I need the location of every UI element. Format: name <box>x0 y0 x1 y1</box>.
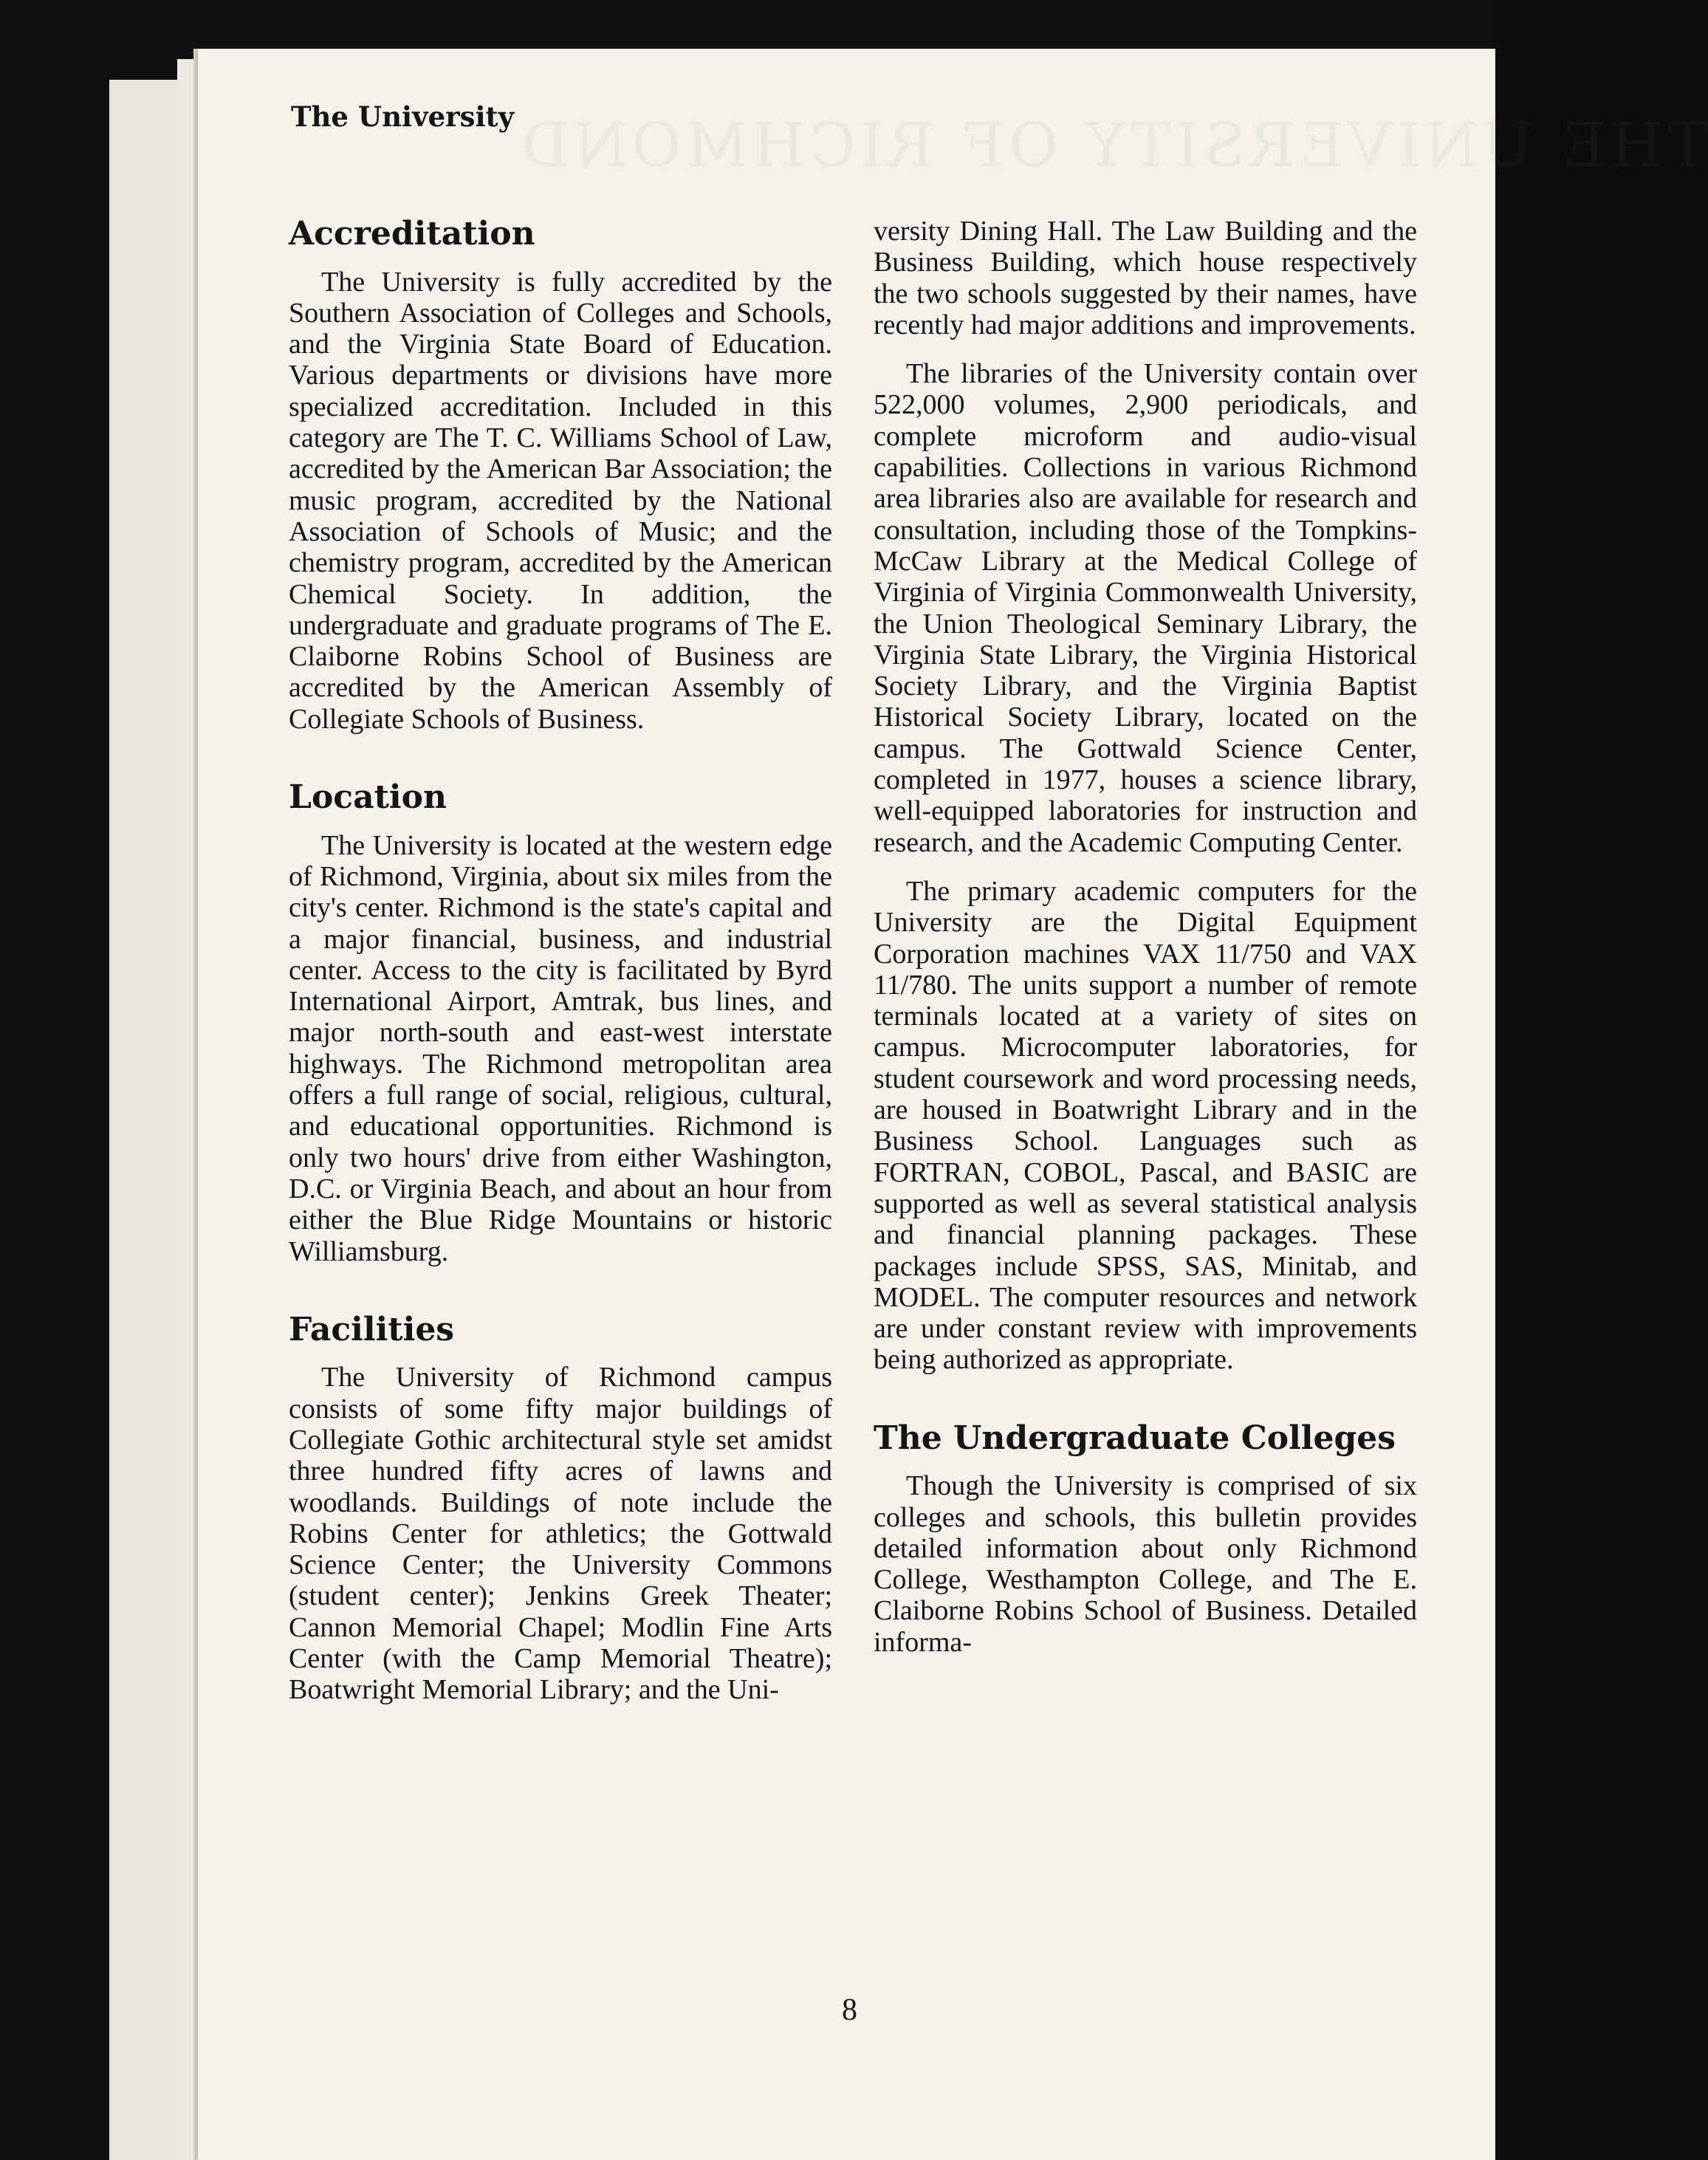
facilities-heading: Facilities <box>289 1310 455 1348</box>
facilities-continued-paragraph: versity Dining Hall. The Law Building and the Business Building, which house respectively the two schools suggested by their names, have recently had major additions and improvements. <box>874 216 1417 340</box>
location-heading: Location <box>289 778 447 817</box>
undergraduate-colleges-paragraph: Though the University is comprised of six colleges and schools, this bulletin provides detailed information about only Richmond College, Westhampton College, and The E. Claiborne Robins School of Business. Detailed informa- <box>874 1470 1417 1658</box>
right-column <box>874 216 1417 1676</box>
accreditation-heading: Accreditation <box>289 215 535 253</box>
accreditation-paragraph: The University is fully accredited by the Southern Association of Colleges and Schools, and the Virginia State Board of Education. Various departments or divisions have more specialized accreditation. Included in this category are The T. C. Williams School of Law, accredited by the American Bar Association; the music program, accredited by the National Association of Schools of Music; and the chemistry program, accredited by the American Chemical Society. In addition, the undergraduate and graduate programs of The E. Claiborne Robins School of Business are accredited by the American Assembly of Collegiate Schools of Business. <box>289 266 832 735</box>
location-paragraph: The University is located at the western edge of Richmond, Virginia, about six miles from the city's center. Richmond is the state's capital and a major financial, business, and industrial center. Access to the city is facilitated by Byrd International Airport, Amtrak, bus lines, and major north-south and east-west interstate highways. The Richmond metropolitan area offers a full range of social, religious, cultural, and educational opportunities. Richmond is only two hours' drive from either Washington, D.C. or Virginia Beach, and about an hour from either the Blue Ridge Mountains or historic Williamsburg. <box>289 829 832 1267</box>
running-head: The University <box>291 100 515 133</box>
left-column <box>289 216 832 1724</box>
facilities-paragraph: The University of Richmond campus consists of some fifty major buildings of Collegiate Gothic architectural style set amidst three hundred fifty acres of lawns and woodlands. Buildings of note include the Robins Center for athletics; the Gottwald Science Center; the University Commons (student center); Jenkins Greek Theater; Cannon Memorial Chapel; Modlin Fine Arts Center (with the Camp Memorial Theatre); Boatwright Memorial Library; and the Uni- <box>289 1362 832 1706</box>
undergraduate-colleges-heading: The Undergraduate Colleges <box>874 1419 1396 1457</box>
page-number: 8 <box>842 1993 857 2027</box>
computers-paragraph: The primary academic computers for the University are the Digital Equipment Corporation machines VAX 11/750 and VAX 11/780. The units support a number of remote terminals located at a variety of sites on campus. Microcomputer laboratories, for student coursework and word processing needs, are housed in Boatwright Library and in the Business School. Languages such as FORTRAN, COBOL, Pascal, and BASIC are supported as well as several statistical analysis and financial planning packages. These packages include SPSS, SAS, Minitab, and MODEL. The computer resources and network are under constant review with improvements being authorized as appropriate. <box>874 875 1417 1376</box>
libraries-paragraph: The libraries of the University contain over 522,000 volumes, 2,900 periodicals, and complete microform and audio-visual capabilities. Collections in various Richmond area libraries also are available for research and consultation, including those of the Tompkins-McCaw Library at the Medical College of Virginia of Virginia Commonwealth University, the Union Theological Seminary Library, the Virginia State Library, the Virginia Historical Society Library, and the Virginia Baptist Historical Society Library, located on the campus. The Gottwald Science Center, completed in 1977, houses a science library, well-equipped laboratories for instruction and research, and the Academic Computing Center. <box>874 358 1417 858</box>
show-through-text: THE UNIVERSITY OF RICHMOND <box>517 111 1708 181</box>
